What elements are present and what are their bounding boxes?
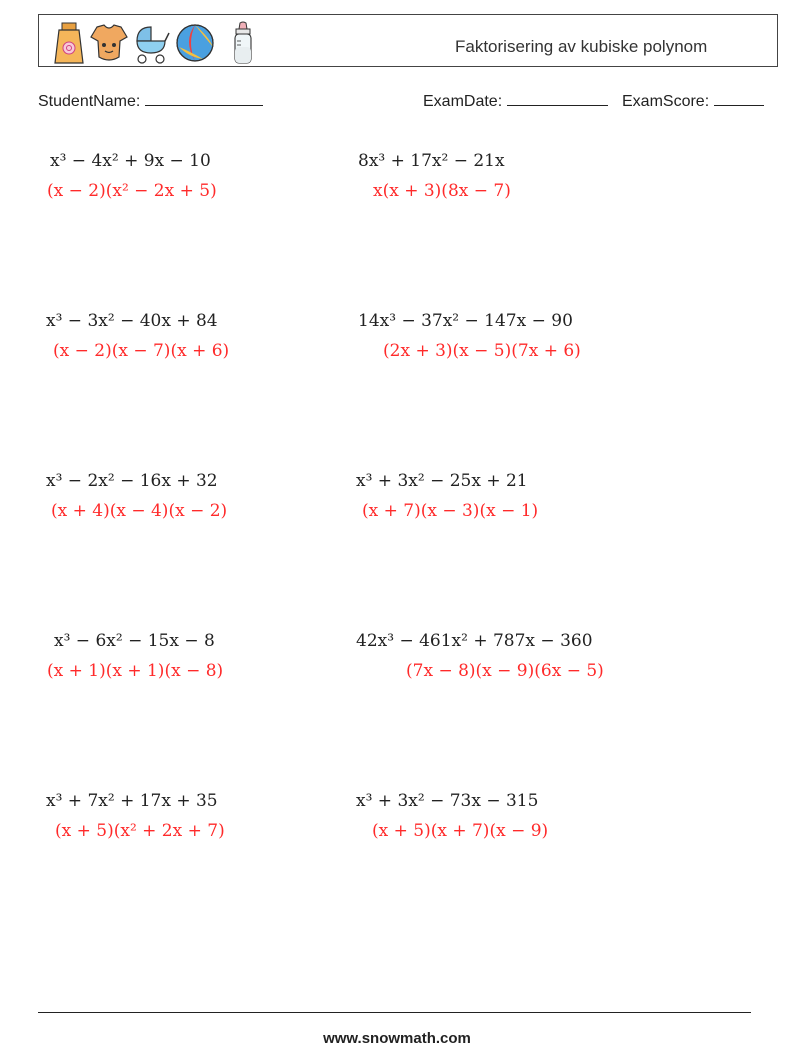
problem-7-question: x³ − 6x² − 15x − 8 [54,631,215,651]
exam-date-field[interactable] [423,93,608,111]
problem-10-answer: (x + 5)(x + 7)(x − 9) [372,821,549,841]
problem-6-answer: (x + 7)(x − 3)(x − 1) [362,501,539,521]
student-name-field[interactable] [38,93,263,111]
problem-3-question: x³ − 3x² − 40x + 84 [46,311,218,331]
problem-3-answer: (x − 2)(x − 7)(x + 6) [53,341,230,361]
beach-ball-icon [175,21,215,65]
exam-score-label: ExamScore: [622,93,710,110]
problem-10-question: x³ + 3x² − 73x − 315 [356,791,539,811]
problem-4-question: 14x³ − 37x² − 147x − 90 [358,311,573,331]
baby-stroller-icon [131,21,171,65]
exam-date-label: ExamDate: [423,93,503,110]
problem-2-question: 8x³ + 17x² − 21x [358,151,505,171]
problem-7-answer: (x + 1)(x + 1)(x − 8) [47,661,224,681]
sunscreen-icon [49,21,89,65]
baby-bottle-icon [223,21,263,65]
problem-2-answer: x(x + 3)(8x − 7) [373,181,511,201]
footer-divider [38,1012,751,1013]
baby-onesie-icon [89,21,129,65]
problem-9-answer: (x + 5)(x² + 2x + 7) [55,821,225,841]
problem-5-answer: (x + 4)(x − 4)(x − 2) [51,501,228,521]
footer-website[interactable]: www.snowmath.com [323,1030,471,1047]
problem-8-question: 42x³ − 461x² + 787x − 360 [356,631,593,651]
problem-4-answer: (2x + 3)(x − 5)(7x + 6) [383,341,581,361]
problem-1-answer: (x − 2)(x² − 2x + 5) [47,181,217,201]
header-box [38,14,778,67]
problem-5-question: x³ − 2x² − 16x + 32 [46,471,218,491]
exam-score-line[interactable] [714,93,764,106]
exam-date-line[interactable] [507,93,608,106]
exam-score-field[interactable] [622,93,764,111]
problem-9-question: x³ + 7x² + 17x + 35 [46,791,218,811]
problem-1-question: x³ − 4x² + 9x − 10 [50,151,211,171]
student-name-line[interactable] [145,93,263,106]
problem-6-question: x³ + 3x² − 25x + 21 [356,471,528,491]
student-name-label: StudentName: [38,93,141,110]
problem-8-answer: (7x − 8)(x − 9)(6x − 5) [406,661,604,681]
worksheet-title: Faktorisering av kubiske polynom [455,37,708,56]
